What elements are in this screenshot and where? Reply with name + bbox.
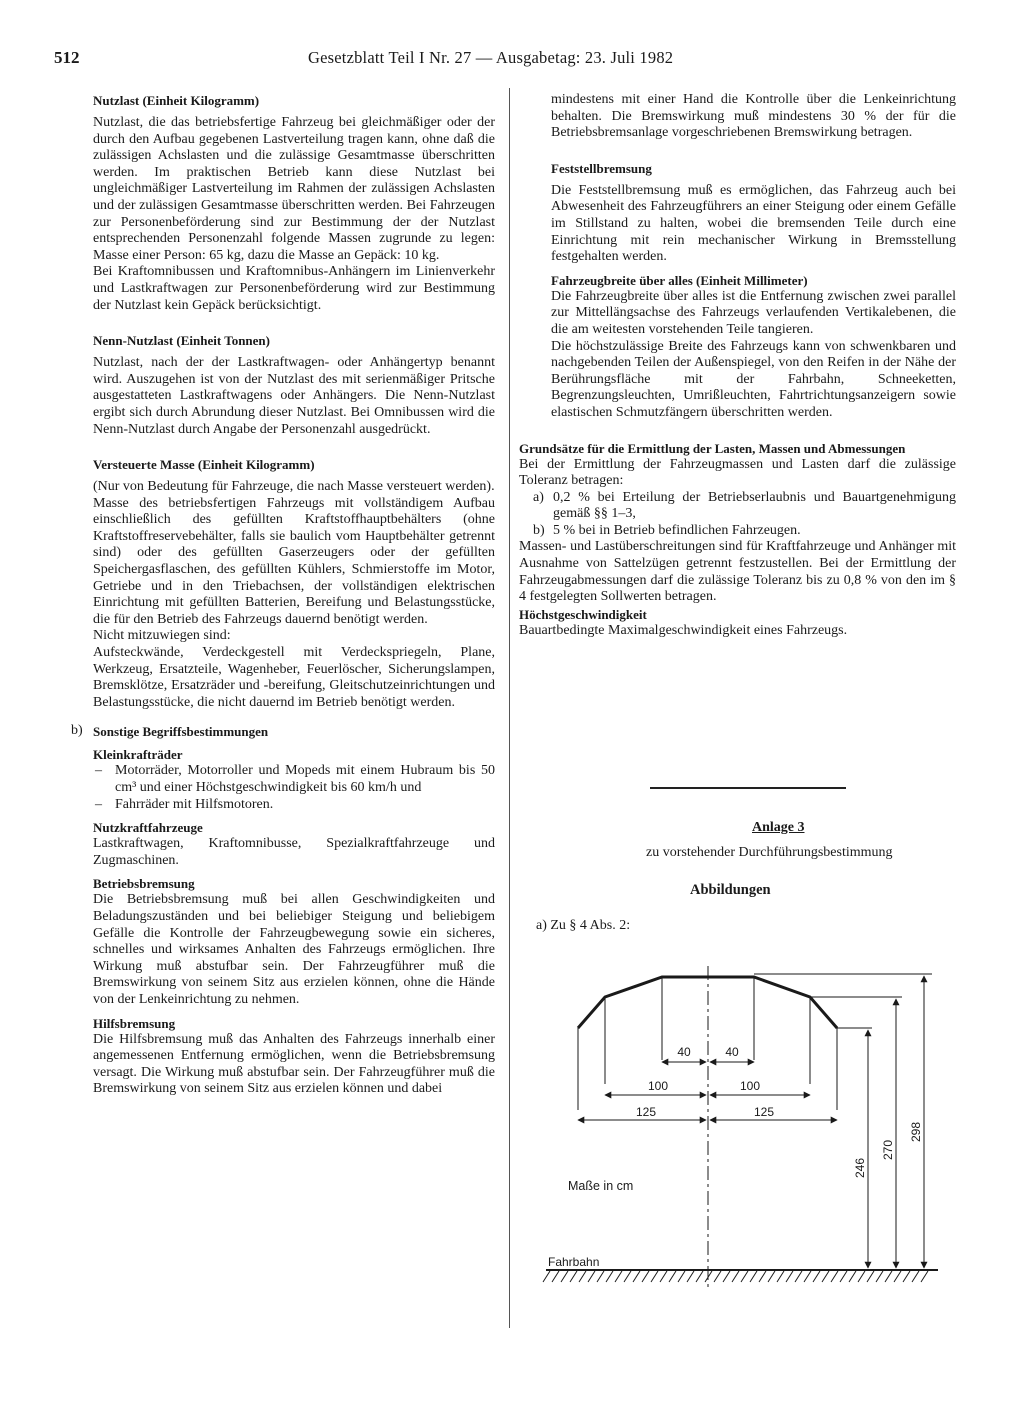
hatch-stroke — [741, 1271, 748, 1282]
page-header — [54, 48, 974, 72]
paragraph: Die Hilfsbremsung muß das Anhalten des Fahrzeugs innerhalb einer angemessenen Entfernung ermöglichen, wenn die Betriebsbremsung versagt. Die Wirkung muß abstufbar sein. Der Fahrzeugführer muß die Bremswirkung von seinem Sitz aus erzielen können und dabei — [93, 1031, 495, 1097]
hatch-stroke — [759, 1271, 766, 1282]
hatch-stroke — [723, 1271, 730, 1282]
hatch-stroke — [579, 1271, 586, 1282]
section-heading-grundsaetze: Grundsätze für die Ermittlung der Lasten, Massen und Abmessungen — [519, 440, 906, 456]
page-number: 512 — [54, 48, 80, 67]
hatch-stroke — [795, 1271, 802, 1282]
hatch-stroke — [588, 1271, 595, 1282]
paragraph: Nutzlast, die das betriebsfertige Fahrzeug bei gleichmäßiger oder der durch den Aufbau gegebenen Lastverteilung tragen kann, ohne daß die zulässigen Achslasten und die zulässige Gesamtmasse überschritten werden. Im praktischen Betrieb kann diese Nutzlast bei ungleichmäßiger Lastverteilung im Rahmen der zulässigen Achslasten und der zulässigen Gesamtmasse überschritten werden. Bei Fahrzeugen zur Personenbeförderung sind zur Bestimmung der der Nutzlast entsprechenden Personenzahl folgende Massen zugrunde zu legen: Masse einer Person: 65 kg, dazu die Masse an Gepäck: 10 kg. — [93, 115, 495, 263]
dim-label-246: 246 — [853, 1157, 867, 1179]
hatch-stroke — [867, 1271, 874, 1282]
paragraph: Die Betriebsbremsung muß bei allen Geschwindigkeiten und Beladungszuständen und bei beliebiger Steigung und beliebigem Gefälle die Kontrolle der Fahrzeugbewegung sowie ein sicheres, schnelles und wirksames Anhalten des Fahrzeugs ermöglichen. Ihre Wirkung muß abstufbar sein. Der Fahrzeugführer muß die Bremswirkung von seinem Sitz aus erzielen können, ohne die Hände von der Lenkeinrichtung zu nehmen. — [93, 892, 495, 1007]
hatch-stroke — [624, 1271, 631, 1282]
hatch-stroke — [849, 1271, 856, 1282]
section-heading-hilfsbremsung: Hilfsbremsung — [93, 1015, 176, 1031]
hatch-stroke — [597, 1271, 604, 1282]
separator-rule — [650, 787, 846, 789]
paragraph: Lastkraftwagen, Kraftomnibusse, Spezialkraftfahrzeuge und Zugmaschinen. — [93, 836, 495, 868]
road-hatching — [543, 1271, 928, 1282]
anlage-title: Anlage 3 — [752, 820, 805, 835]
section-heading-feststellbremsung: Feststellbremsung — [551, 160, 652, 176]
dim-label-40-right: 40 — [725, 1045, 739, 1059]
section-heading-nutzlast: Nutzlast (Einheit Kilogramm) — [93, 93, 260, 108]
dim-label-125-left: 125 — [635, 1105, 657, 1119]
paragraph: Nicht mitzuwiegen sind: — [93, 628, 231, 644]
hatch-stroke — [669, 1271, 676, 1282]
profile-figure — [540, 960, 950, 1300]
hatch-stroke — [768, 1271, 775, 1282]
paragraph: Masse des betriebsfertigen Fahrzeugs mit vollständigem Aufbau einschließlich des gefüllten Kraftstoffhauptbehälters (ohne Kraftstoffreservebehälter, falls sie baulich vom Hauptbehälter getrennt sind) oder des gefüllten Gaserzeugers oder der gefüllten Speichergasflaschen, des gefüllten Kühlers, Schmierstoffe im Motor, Getriebe und in den Triebachsen, der vollständigen elektrischen Einrichtung mit gefüllten Batterien, Bereifung und Belastungsstücke, die für den Betrieb des Fahrzeugs dauernd benötigt werden. — [93, 495, 495, 627]
paragraph: Bei der Ermittlung der Fahrzeugmassen und Lasten darf die zulässige Toleranz betragen: — [519, 456, 956, 489]
section-heading-fahrzeugbreite: Fahrzeugbreite über alles (Einheit Millimeter) — [551, 272, 808, 288]
section-heading-sonstige: Sonstige Begriffsbestimmungen — [93, 724, 269, 740]
hatch-stroke — [543, 1271, 550, 1282]
hatch-stroke — [750, 1271, 757, 1282]
list-item: – Fahrräder mit Hilfsmotoren. — [93, 797, 495, 814]
hatch-stroke — [912, 1271, 919, 1282]
hatch-stroke — [552, 1271, 559, 1282]
hatch-stroke — [903, 1271, 910, 1282]
hatch-stroke — [777, 1271, 784, 1282]
paragraph: (Nur von Bedeutung für Fahrzeuge, die nach Masse versteuert werden). — [93, 479, 495, 495]
abbildungen-title: Abbildungen — [690, 882, 771, 898]
list-item-text: 5 % bei in Betrieb befindlichen Fahrzeugen. — [553, 522, 801, 538]
hatch-stroke — [678, 1271, 685, 1282]
hatch-stroke — [714, 1271, 721, 1282]
list-item — [519, 490, 956, 523]
section-heading-betriebsbremsung: Betriebsbremsung — [93, 876, 195, 892]
hatch-stroke — [894, 1271, 901, 1282]
paragraph: Aufsteckwände, Verdeckgestell mit Verdeckspriegeln, Plane, Werkzeug, Ersatzteile, Wagenheber, Feuerlöscher, Sicherungslampen, Bremsklötze, Ersatzräder und -bereifung, Gleitschutzeinrichtungen und Belastungsstücke, die nicht dauernd im Betrieb benötigt werden. — [93, 645, 495, 710]
units-label: Maße in cm — [568, 1179, 634, 1193]
hatch-stroke — [570, 1271, 577, 1282]
subsection-label: b) — [71, 723, 83, 739]
hatch-stroke — [561, 1271, 568, 1282]
hatch-stroke — [831, 1271, 838, 1282]
hatch-stroke — [786, 1271, 793, 1282]
figure-caption: a) Zu § 4 Abs. 2: — [536, 918, 631, 933]
hatch-stroke — [813, 1271, 820, 1282]
hatch-stroke — [921, 1271, 928, 1282]
hatch-stroke — [804, 1271, 811, 1282]
dim-label-125-right: 125 — [753, 1105, 775, 1119]
dim-label-40-left: 40 — [677, 1045, 691, 1059]
section-heading-hoechstgeschwindigkeit: Höchstgeschwindigkeit — [519, 606, 647, 622]
list-marker: a) — [533, 489, 544, 505]
hatch-stroke — [885, 1271, 892, 1282]
paragraph: Bei Kraftomnibussen und Kraftomnibus-Anhängern im Linienverkehr und Lastkraftwagen zur Personenbeförderung wird zur Bestimmung der Nutzlast kein Gepäck berücksichtigt. — [93, 264, 495, 313]
right-column — [519, 92, 956, 639]
paragraph: Die Fahrzeugbreite über alles ist die Entfernung zwischen zwei parallel zur Mittellängsachse des Fahrzeugs verlaufenden Vertikalebenen, die die am weitesten vorstehenden Teile tangieren. — [551, 288, 956, 337]
hatch-stroke — [660, 1271, 667, 1282]
subsection-b — [71, 723, 495, 740]
paragraph: Die Feststellbremsung muß es ermöglichen, das Fahrzeug auch bei Abwesenheit des Fahrzeugführers an einer Steigung oder einem Gefälle im Stillstand zu halten, wobei die bremsenden Teile durch eine Einrichtung mit rein mechanischer Wirkung in Bremsstellung festgehalten werden. — [551, 182, 956, 265]
paragraph: Bauartbedingte Maximalgeschwindigkeit eines Fahrzeugs. — [519, 622, 848, 638]
list-marker: b) — [533, 522, 545, 538]
left-column — [71, 92, 495, 1098]
hatch-stroke — [651, 1271, 658, 1282]
hatch-stroke — [687, 1271, 694, 1282]
paragraph: mindestens mit einer Hand die Kontrolle über die Lenkeinrichtung behalten. Die Bremswirkung muß mindestens 30 % der für die Betriebsbremsanlage vorgeschriebenen Bremswirkung betragen. — [551, 92, 956, 141]
section-heading-nenn-nutzlast: Nenn-Nutzlast (Einheit Tonnen) — [93, 333, 270, 349]
hatch-stroke — [876, 1271, 883, 1282]
hatch-stroke — [615, 1271, 622, 1282]
hatch-stroke — [840, 1271, 847, 1282]
dim-label-100-left: 100 — [647, 1079, 669, 1093]
hatch-stroke — [732, 1271, 739, 1282]
section-heading-nutzkraftfahrzeuge: Nutzkraftfahrzeuge — [93, 820, 203, 836]
road-label: Fahrbahn — [548, 1255, 600, 1269]
hatch-stroke — [858, 1271, 865, 1282]
paragraph: Massen- und Lastüberschreitungen sind für Kraftfahrzeuge und Anhänger mit Ausnahme von Sattelzügen getrennt festzustellen. Bei der Ermittlung der Fahrzeugabmessungen darf die zulässige Toleranz bis zu 0,8 % von den im § 4 festgelegten Sollwerten betragen. — [519, 539, 956, 605]
hatch-stroke — [606, 1271, 613, 1282]
dim-label-270: 270 — [881, 1139, 895, 1161]
column-divider — [509, 88, 510, 1328]
kleinkraftraeder-list — [93, 763, 495, 813]
list-item — [519, 523, 956, 540]
toleranz-list — [519, 490, 956, 540]
hatch-stroke — [642, 1271, 649, 1282]
running-title: Gesetzblatt Teil I Nr. 27 — Ausgabetag: 23. Juli 1982 — [308, 48, 674, 67]
hatch-stroke — [696, 1271, 703, 1282]
anlage-subtitle: zu vorstehender Durchführungsbestimmung — [646, 845, 893, 860]
paragraph: Nutzlast, nach der der Lastkraftwagen- oder Anhängertyp benannt wird. Auszugehen ist von der Nutzlast des mit serienmäßiger Pritsche ausgestatteten Lastkraftwagens oder Anhängers. Die Nenn-Nutzlast ergibt sich durch Abrundung dieser Nutzlast. Bei Omnibussen wird die Nenn-Nutzlast durch Angabe der Personenzahl ausgedrückt. — [93, 355, 495, 437]
dim-label-298: 298 — [909, 1121, 923, 1143]
dim-label-100-right: 100 — [739, 1079, 761, 1093]
list-item-text: 0,2 % bei Erteilung der Betriebserlaubnis und Bauartgenehmigung gemäß §§ 1–3, — [553, 489, 956, 522]
hatch-stroke — [633, 1271, 640, 1282]
paragraph: Die höchstzulässige Breite des Fahrzeugs kann von schwenkbaren und nachgebenden Teilen der Außenspiegel, von den Reifen in der Nähe der Berührungsfläche mit der Fahrbahn, Schneeketten, Begrenzungsleuchten, Umrißleuchten, Fahrtrichtungsanzeigern sowie elastischen Schmutzfängern überschritten werden. — [551, 338, 956, 420]
hatch-stroke — [822, 1271, 829, 1282]
list-item: – Motorräder, Motorroller und Mopeds mit einem Hubraum bis 50 cm³ und einer Höchstgeschwindigkeit bis 60 km/h und — [93, 763, 495, 796]
section-heading-kleinkraftraeder: Kleinkrafträder — [93, 747, 183, 763]
section-heading-versteuerte-masse: Versteuerte Masse (Einheit Kilogramm) — [93, 457, 315, 473]
